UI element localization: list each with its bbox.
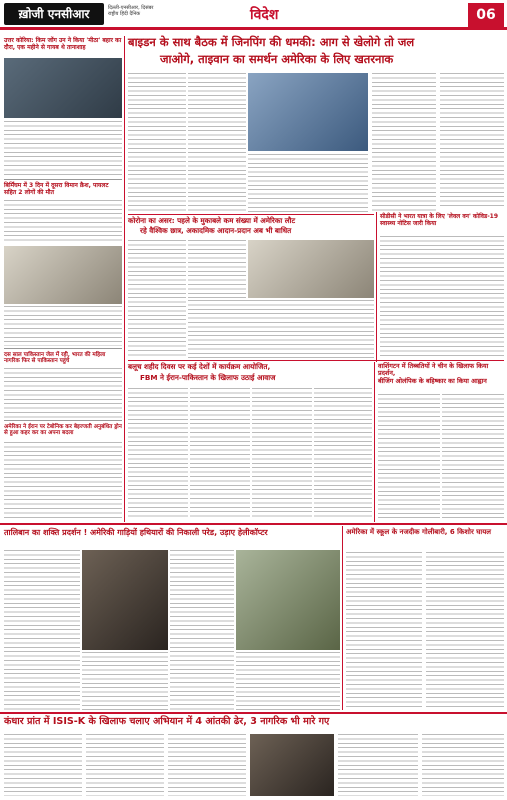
article-body-cdc [380,236,504,358]
section-title: विदेश [250,7,279,23]
column-rule [374,362,375,522]
newspaper-logo: ख़ोजी एनसीआर [4,3,104,25]
column-rule [124,36,125,522]
article-body-kandahar-col3 [168,734,246,796]
photo-university [248,240,374,298]
article-body-taliban-col2 [82,652,168,710]
meta-line-1: दिल्ली-एनसीआर, दिसंबर [108,5,154,11]
photo-plane-crash [4,246,122,304]
divider [0,523,507,525]
photo-taliban-vehicles [82,550,168,650]
article-body-fbm-col1 [128,388,188,520]
headline-kandahar-isis: कंधार प्रांत में ISIS-K के खिलाफ चलाए अभियान में 4 आंतकी ढेर, 3 नागरिक भी मारे गए [4,716,330,727]
headline-biden-xi-2: जाओगे, ताइवान का समर्थन अमेरिका के लिए खतरनाक [160,52,394,66]
article-body-tibet-col1 [378,394,440,520]
headline-tibet-protest-2: बीजिंग ओलंपिक के बहिष्कार का किया आह्वान [378,377,487,385]
divider [128,214,374,215]
photo-kim-jong-un [4,58,122,118]
article-body-school-col1 [346,552,422,710]
headline-school-shooting: अमेरिका में स्कूल के नजदीक गोलीबारी, 6 किशोर घायल [346,528,491,536]
column-rule [376,212,377,362]
article-body-fbm-col4 [314,388,372,520]
article-body-fbm-col3 [252,388,312,520]
article-body-taliban-col1 [4,550,80,710]
article-body-main-col3 [248,154,368,213]
article-body-kandahar-col4 [338,734,418,796]
article-body-main-col2 [188,73,246,213]
photo-kandahar [250,734,334,796]
headline-baloch-day: बलूच शहीद दिवस पर कई देशों में कार्यक्रम आयोजित, [128,362,271,371]
article-body-corona-col1 [128,240,186,358]
column-rule [342,526,343,710]
divider [0,712,507,714]
headline-corona-students-2: रहे वैश्विक छात्र, अकादमिक आदान-प्रदान अब भी बाधित [140,226,292,235]
article-body-kandahar-col1 [4,734,82,796]
photo-taliban-armored [236,550,340,650]
headline-kim-jong-un: उत्तर कोरिया: किम जोंग उन ने किया 'मीठा' बहार का दौरा, एक महीने से गायब थे तानाशाह [4,37,122,51]
headline-baloch-day-2: FBM ने ईरान-पाकिस्तान के खिलाफ उठाई आवाज [140,373,276,382]
article-body-kim [4,121,122,177]
article-body-fbm-col2 [190,388,250,520]
headline-iran-drone: अमेरिका ने ईरान पर टेबोनिक कर बेइज्जती अनुबंधित ड्रोन से हुआ कहर कर का अपना बदला [4,424,122,437]
headline-corona-students: कोरोना का असर: पहले के मुकाबले कम संख्या में अमेरिका लौट [128,216,296,225]
article-body-tibet-col2 [442,394,504,520]
headline-tibet-protest: वाशिंगटन में तिब्बतियों ने चीन के खिलाफ किया प्रदर्शन, [378,362,489,378]
article-body-kandahar-col5 [422,734,504,796]
meta-line-2: राष्ट्रीय हिंदी दैनिक [108,11,141,17]
article-body-main-col4 [372,73,436,213]
article-body-main-col5 [440,73,504,209]
article-body-main-col1 [128,73,186,213]
article-body-school-col2 [426,552,504,710]
article-body-corona-col3 [188,300,374,358]
divider [128,360,504,361]
divider [4,179,122,180]
article-body-kandahar-col2 [86,734,164,796]
headline-cdc-india: सीडीसी ने भारत यात्रा के लिए 'लेवल वन' कोविड-19 स्वास्थ्य नोटिस जारी किया [380,213,499,227]
article-body-taliban-col3 [170,550,234,710]
article-body-pakistan [4,368,122,418]
divider [4,348,122,349]
headline-taliban-parade: तालिबान का शक्ति प्रदर्शन ! अमेरिकी गाड़ियों हथियारों की निकाली परेड, उड़ाए हेलीकॉप्टर [4,528,268,537]
article-body-birmingham-2 [4,306,122,346]
page-number: 06 [468,3,504,27]
masthead-meta [108,5,248,25]
headline-pakistan-jail: दस साल पाकिस्तान जेल में रही, भारत की महिला नागरिक फिर से पाकिस्तान पहुंचे [4,352,106,365]
article-body-iran [4,442,122,520]
headline-birmingham-crash: बिर्मिंघम में 3 दिन में दूसरा विमान क्रैश, पायलट सहित 2 लोगों की मौत [4,182,109,196]
article-body-birmingham [4,200,122,244]
divider [4,420,122,421]
headline-biden-xi: बाइडन के साथ बैठक में जिनपिंग की धमकी: आग से खेलोगे तो जल [128,35,415,49]
article-body-taliban-col4 [236,652,340,710]
photo-biden-xi-meeting [248,73,368,151]
article-body-corona-col2 [188,240,246,298]
